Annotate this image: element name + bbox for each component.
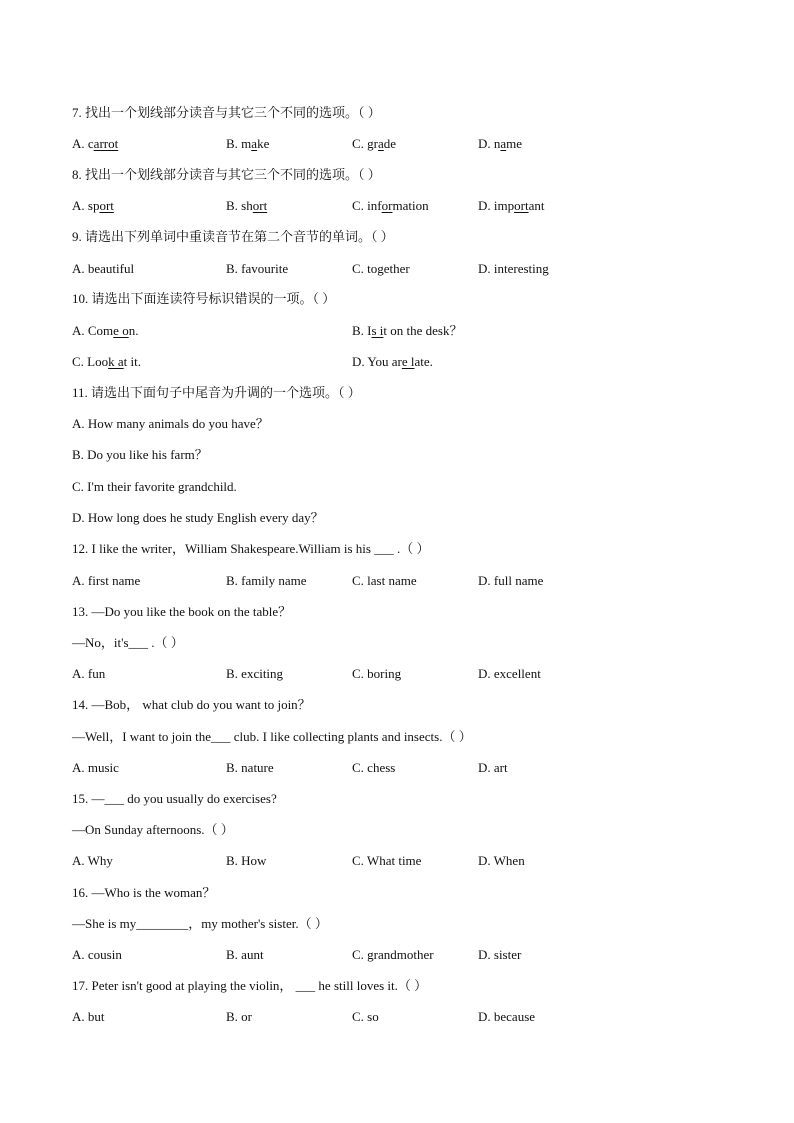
question-11-option-b[interactable]: B. Do you like his farm？: [72, 447, 208, 462]
question-17-option-a[interactable]: A. but: [72, 1009, 105, 1024]
underlined-part: a: [378, 136, 384, 151]
question-8-option-a[interactable]: A. sport: [72, 198, 114, 213]
question-9-option-a[interactable]: A. beautiful: [72, 261, 135, 276]
question-14-option-a[interactable]: A. music: [72, 760, 119, 775]
question-13-option-b[interactable]: B. exciting: [226, 666, 284, 681]
question-12-option-b[interactable]: B. family name: [226, 573, 307, 588]
question-10-stem: 10. 请选出下面连读符号标识错误的一项。（ ）: [72, 291, 336, 306]
question-9-option-d[interactable]: D. interesting: [478, 261, 549, 276]
underlined-part: ort: [252, 198, 268, 213]
question-15-option-a[interactable]: A. Why: [72, 853, 113, 868]
question-10-option-a[interactable]: A. Come on.: [72, 323, 139, 338]
question-13-option-d[interactable]: D. excellent: [478, 666, 541, 681]
question-12-option-c[interactable]: C. last name: [352, 573, 417, 588]
question-15-reply: —On Sunday afternoons.（ ）: [72, 822, 234, 837]
question-14-reply: —Well，I want to join the___ club. I like collecting plants and insects.（ ）: [72, 729, 472, 744]
question-16-option-d[interactable]: D. sister: [478, 947, 522, 962]
question-17-option-c[interactable]: C. so: [352, 1009, 379, 1024]
question-13-reply: —No，it's___ .（ ）: [72, 635, 184, 650]
question-7-option-c[interactable]: C. grade: [352, 136, 397, 151]
underlined-part: arrot: [93, 136, 119, 151]
question-13-option-c[interactable]: C. boring: [352, 666, 402, 681]
underlined-part: ort: [99, 198, 114, 213]
question-9-stem: 9. 请选出下列单词中重读音节在第二个音节的单词。（ ）: [72, 229, 394, 244]
question-11-option-c[interactable]: C. I'm their favorite grandchild.: [72, 479, 237, 494]
question-8-stem: 8. 找出一个划线部分读音与其它三个不同的选项。（ ）: [72, 167, 381, 182]
underlined-part: a: [251, 136, 258, 151]
underlined-part: a: [500, 136, 507, 151]
question-16-reply: —She is my________，my mother's sister.（ ）: [72, 916, 328, 931]
question-16-option-c[interactable]: C. grandmother: [352, 947, 434, 962]
question-11-stem: 11. 请选出下面句子中尾音为升调的一个选项。（ ）: [72, 385, 361, 400]
question-16-stem: 16. —Who is the woman？: [72, 885, 216, 900]
question-15-option-d[interactable]: D. When: [478, 853, 525, 868]
question-13-stem: 13. —Do you like the book on the table？: [72, 604, 292, 619]
question-12-option-a[interactable]: A. first name: [72, 573, 141, 588]
question-14-stem: 14. —Bob， what club do you want to join？: [72, 697, 311, 712]
question-14-option-b[interactable]: B. nature: [226, 760, 274, 775]
question-8-option-b[interactable]: B. short: [226, 198, 268, 213]
question-8-option-c[interactable]: C. information: [352, 198, 429, 213]
liaison-mark: e l: [401, 354, 415, 369]
question-12-option-d[interactable]: D. full name: [478, 573, 544, 588]
liaison-mark: k a: [108, 354, 124, 369]
underlined-part: or: [381, 198, 393, 213]
question-7-option-b[interactable]: B. make: [226, 136, 270, 151]
question-16-option-b[interactable]: B. aunt: [226, 947, 264, 962]
question-9-option-b[interactable]: B. favourite: [226, 261, 289, 276]
question-14-option-c[interactable]: C. chess: [352, 760, 396, 775]
question-9-option-c[interactable]: C. together: [352, 261, 410, 276]
question-13-option-a[interactable]: A. fun: [72, 666, 106, 681]
liaison-mark: e o: [113, 323, 129, 338]
question-8-option-d[interactable]: D. important: [478, 198, 545, 213]
question-7-option-d[interactable]: D. name: [478, 136, 523, 151]
question-7-stem: 7. 找出一个划线部分读音与其它三个不同的选项。（ ）: [72, 105, 381, 120]
question-12-stem: 12. I like the writer，William Shakespeare.William is his ___ .（ ）: [72, 541, 430, 556]
question-15-stem: 15. —___ do you usually do exercises?: [72, 791, 277, 806]
question-10-option-c[interactable]: C. Look at it.: [72, 354, 141, 369]
question-17-stem: 17. Peter isn't good at playing the violin， ___ he still loves it.（ ）: [72, 978, 428, 993]
question-15-option-b[interactable]: B. How: [226, 853, 267, 868]
question-7-option-a[interactable]: A. carrot: [72, 136, 119, 151]
question-10-option-b[interactable]: B. Is it on the desk？: [352, 323, 463, 338]
question-11-option-d[interactable]: D. How long does he study English every day？: [72, 510, 324, 525]
question-17-option-b[interactable]: B. or: [226, 1009, 252, 1024]
liaison-mark: s i: [371, 323, 384, 338]
question-17-option-d[interactable]: D. because: [478, 1009, 536, 1024]
question-16-option-a[interactable]: A. cousin: [72, 947, 122, 962]
underlined-part: ort: [514, 198, 529, 213]
question-10-option-d[interactable]: D. You are late.: [352, 354, 433, 369]
question-15-option-c[interactable]: C. What time: [352, 853, 422, 868]
question-14-option-d[interactable]: D. art: [478, 760, 508, 775]
question-11-option-a[interactable]: A. How many animals do you have？: [72, 416, 269, 431]
